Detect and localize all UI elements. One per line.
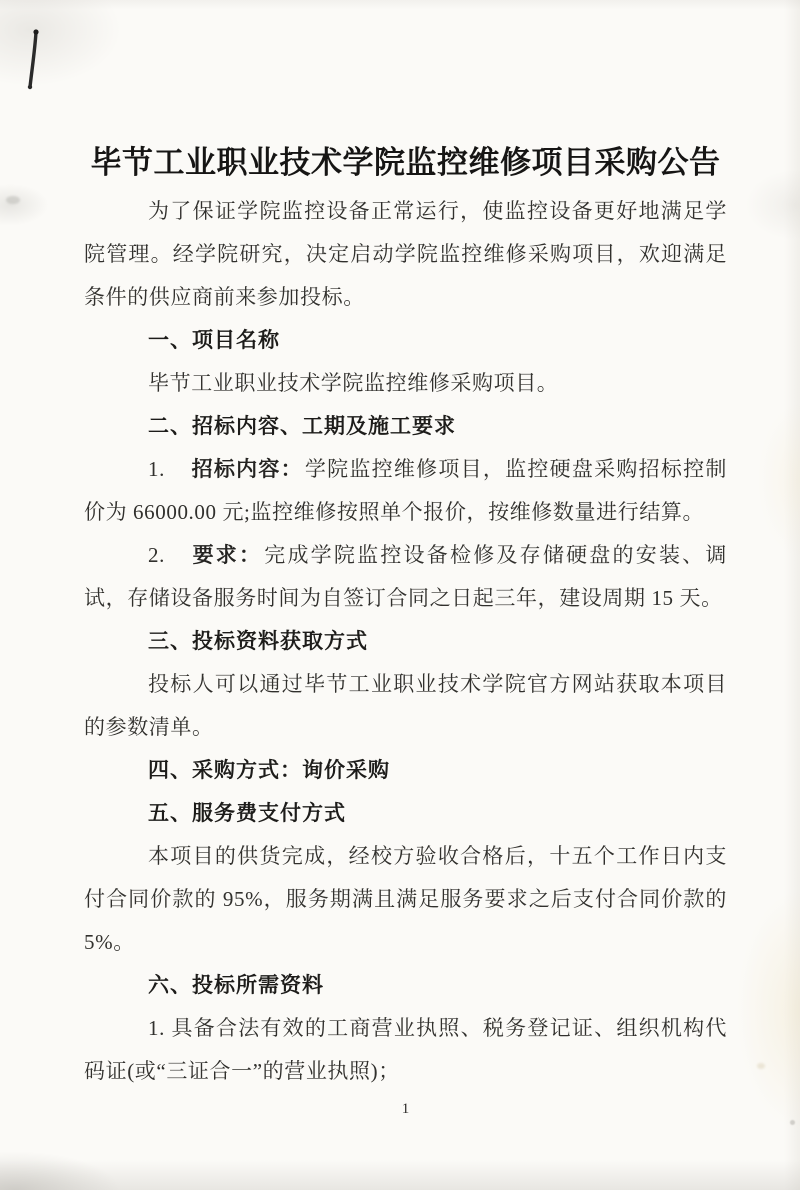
section-heading-3: 三、投标资料获取方式 — [148, 630, 368, 653]
numbered-item-2 — [84, 534, 727, 620]
item-label: 要求： — [190, 544, 263, 567]
scan-smudge — [6, 196, 20, 204]
item-text: 学院监控维修项目，监控硬盘采购招标控制价为 66000.00 元;监控维修按照单个报价，按维修数量进行结算。 — [84, 457, 728, 524]
section-heading-2: 二、招标内容、工期及施工要求 — [148, 415, 456, 438]
scan-speck — [790, 1120, 795, 1125]
intro-paragraph: 为了保证学院监控设备正常运行，使监控设备更好地满足学院管理。经学院研究，决定启动学院监控维修采购项目，欢迎满足条件的供应商前来参加投标。 — [84, 199, 727, 309]
page-number: 1 — [401, 1101, 410, 1117]
item-label: 招标内容： — [190, 458, 303, 481]
numbered-item-1 — [84, 448, 727, 534]
section-heading-4: 四、采购方式：询价采购 — [148, 759, 390, 782]
item-text: 完成学院监控设备检修及存储硬盘的安装、调试，存储设备服务时间为自签订合同之日起三年，建设周期 15 天。 — [84, 543, 727, 610]
section-heading-1: 一、项目名称 — [148, 329, 280, 352]
required-documents-item: 1. 具备合法有效的工商营业执照、税务登记证、组织机构代码证(或“三证合一”的营业执照)； — [84, 1016, 727, 1083]
item-number: 1. — [148, 457, 165, 481]
section-heading-6: 六、投标所需资料 — [148, 974, 324, 997]
scan-speck — [757, 1063, 765, 1069]
document-body — [84, 190, 727, 1093]
materials-access-paragraph: 投标人可以通过毕节工业职业技术学院官方网站获取本项目的参数清单。 — [84, 672, 727, 739]
section-heading-5: 五、服务费支付方式 — [148, 802, 346, 825]
document-title: 毕节工业职业技术学院监控维修项目采购公告 — [90, 145, 721, 180]
item-number: 2. — [148, 543, 165, 567]
project-name-paragraph: 毕节工业职业技术学院监控维修采购项目。 — [148, 371, 559, 395]
payment-terms-paragraph: 本项目的供货完成，经校方验收合格后，十五个工作日内支付合同价款的 95%，服务期满且满足服务要求之后支付合同价款的 5%。 — [84, 844, 727, 954]
pen-mark-artifact — [22, 27, 42, 93]
